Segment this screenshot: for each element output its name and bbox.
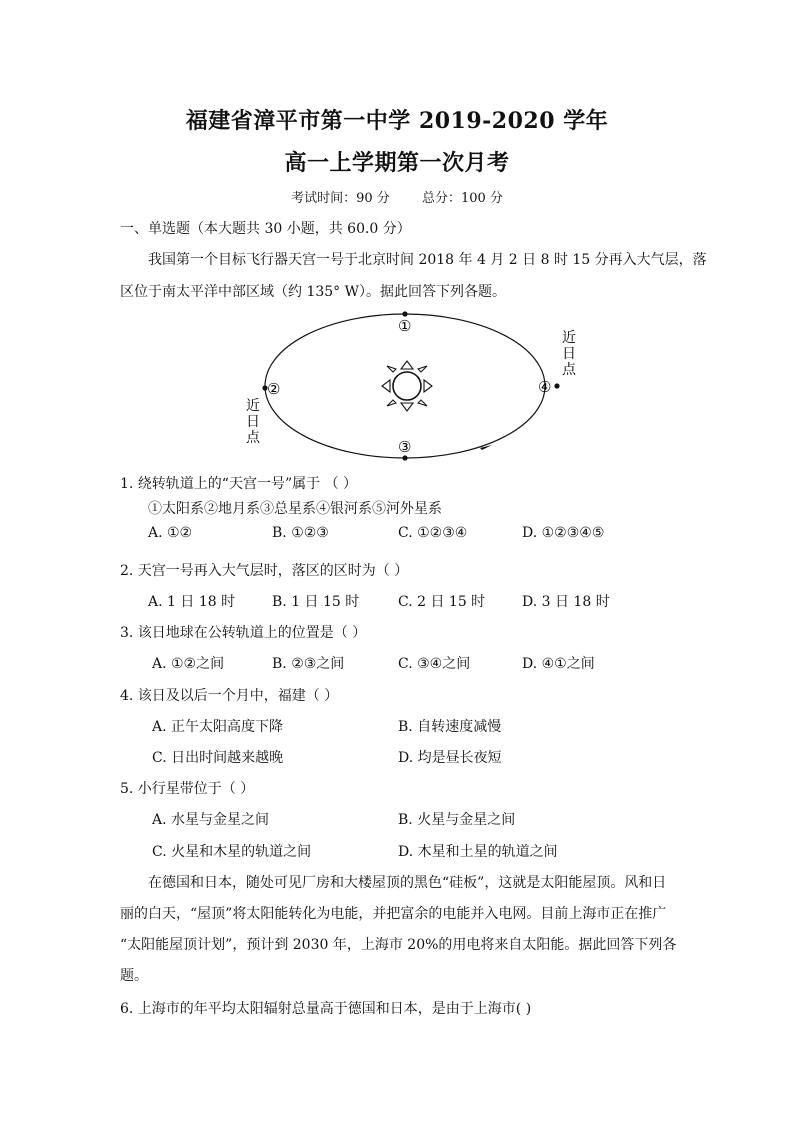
orbit-label-1: ① <box>398 317 412 335</box>
sun-icon <box>382 361 432 411</box>
question-3-option-a[interactable]: A. ①②之间 <box>152 656 225 672</box>
orbit-diagram <box>230 300 600 470</box>
perihelion-left-char-2: 日 <box>246 414 260 430</box>
question-2-option-a[interactable]: A. 1 日 18 时 <box>148 594 236 610</box>
perihelion-left-char-1: 近 <box>246 398 260 414</box>
question-2-option-b[interactable]: B. 1 日 15 时 <box>272 594 360 610</box>
orbit-label-2: ② <box>267 380 281 398</box>
orbit-label-3: ③ <box>398 438 412 456</box>
passage2-line4: 题。 <box>120 968 148 984</box>
passage2-line2: 丽的白天，“屋顶”将太阳能转化为电能，并把富余的电能并入电网。目前上海市正在推广 <box>120 906 667 922</box>
question-4-option-b[interactable]: B. 自转速度减慢 <box>398 719 502 735</box>
question-4-option-d[interactable]: D. 均是昼长夜短 <box>398 750 502 766</box>
question-1-stem: 1. 绕转轨道上的“天宫一号”属于 （ ） <box>120 476 358 492</box>
question-3-stem: 3. 该日地球在公转轨道上的位置是（ ） <box>120 625 367 641</box>
question-4-option-c[interactable]: C. 日出时间越来越晚 <box>152 750 284 766</box>
perihelion-right-char-2: 日 <box>562 346 576 362</box>
perihelion-right-char-1: 近 <box>562 330 576 346</box>
question-5-option-c[interactable]: C. 火星和木星的轨道之间 <box>152 844 312 860</box>
question-5-option-a[interactable]: A. 水星与金星之间 <box>152 812 270 828</box>
orbit-point-1 <box>402 311 407 316</box>
question-5-option-b[interactable]: B. 火星与金星之间 <box>398 812 516 828</box>
exam-time: 考试时间：90 分 <box>291 191 390 206</box>
total-score: 总分：100 分 <box>421 191 503 206</box>
section-heading: 一、单选题（本大题共 30 小题，共 60.0 分） <box>120 221 411 237</box>
question-2-option-c[interactable]: C. 2 日 15 时 <box>398 594 486 610</box>
passage2-line3: “太阳能屋顶计划”，预计到 2030 年，上海市 20%的用电将来自太阳能。据此回答下列各 <box>120 937 677 953</box>
question-5-stem: 5. 小行星带位于（ ） <box>120 781 255 797</box>
question-2-option-d[interactable]: D. 3 日 18 时 <box>522 594 610 610</box>
question-4-stem: 4. 该日及以后一个月中，福建（ ） <box>120 688 339 704</box>
passage2-line1: 在德国和日本，随处可见厂房和大楼屋顶的黑色“硅板”，这就是太阳能屋顶。风和日 <box>148 875 667 891</box>
title-line-1: 福建省漳平市第一中学 2019-2020 学年 <box>185 108 609 134</box>
question-3-option-c[interactable]: C. ③④之间 <box>398 656 471 672</box>
question-3-option-d[interactable]: D. ④①之间 <box>522 656 595 672</box>
question-1-note: ①太阳系②地月系③总星系④银河系⑤河外星系 <box>148 501 442 517</box>
question-1-option-a[interactable]: A. ①② <box>148 525 193 541</box>
passage1-line2: 区位于南太平洋中部区域（约 135° W）。据此回答下列各题。 <box>120 284 507 300</box>
question-4-option-a[interactable]: A. 正午太阳高度下降 <box>152 719 284 735</box>
orbit-label-4: ④ <box>538 378 552 396</box>
title-line-2: 高一上学期第一次月考 <box>284 150 510 176</box>
passage1-line1: 我国第一个目标飞行器天宫一号于北京时间 2018 年 4 月 2 日 8 时 15 分再入大气层，落 <box>148 252 707 268</box>
question-3-option-b[interactable]: B. ②③之间 <box>272 656 345 672</box>
question-5-option-d[interactable]: D. 木星和土星的轨道之间 <box>398 844 558 860</box>
question-1-option-c[interactable]: C. ①②③④ <box>398 525 468 541</box>
exam-meta <box>0 187 794 206</box>
question-1-option-b[interactable]: B. ①②③ <box>272 525 329 541</box>
question-1-option-d[interactable]: D. ①②③④⑤ <box>522 525 605 541</box>
perihelion-left-char-3: 点 <box>246 430 260 446</box>
question-2-stem: 2. 天宫一号再入大气层时，落区的区时为（ ） <box>120 563 409 579</box>
question-6-stem: 6. 上海市的年平均太阳辐射总量高于德国和日本，是由于上海市( ) <box>120 1001 532 1017</box>
orbit-point-3 <box>402 455 407 460</box>
perihelion-right-char-3: 点 <box>562 362 576 378</box>
orbit-point-4 <box>554 383 559 388</box>
